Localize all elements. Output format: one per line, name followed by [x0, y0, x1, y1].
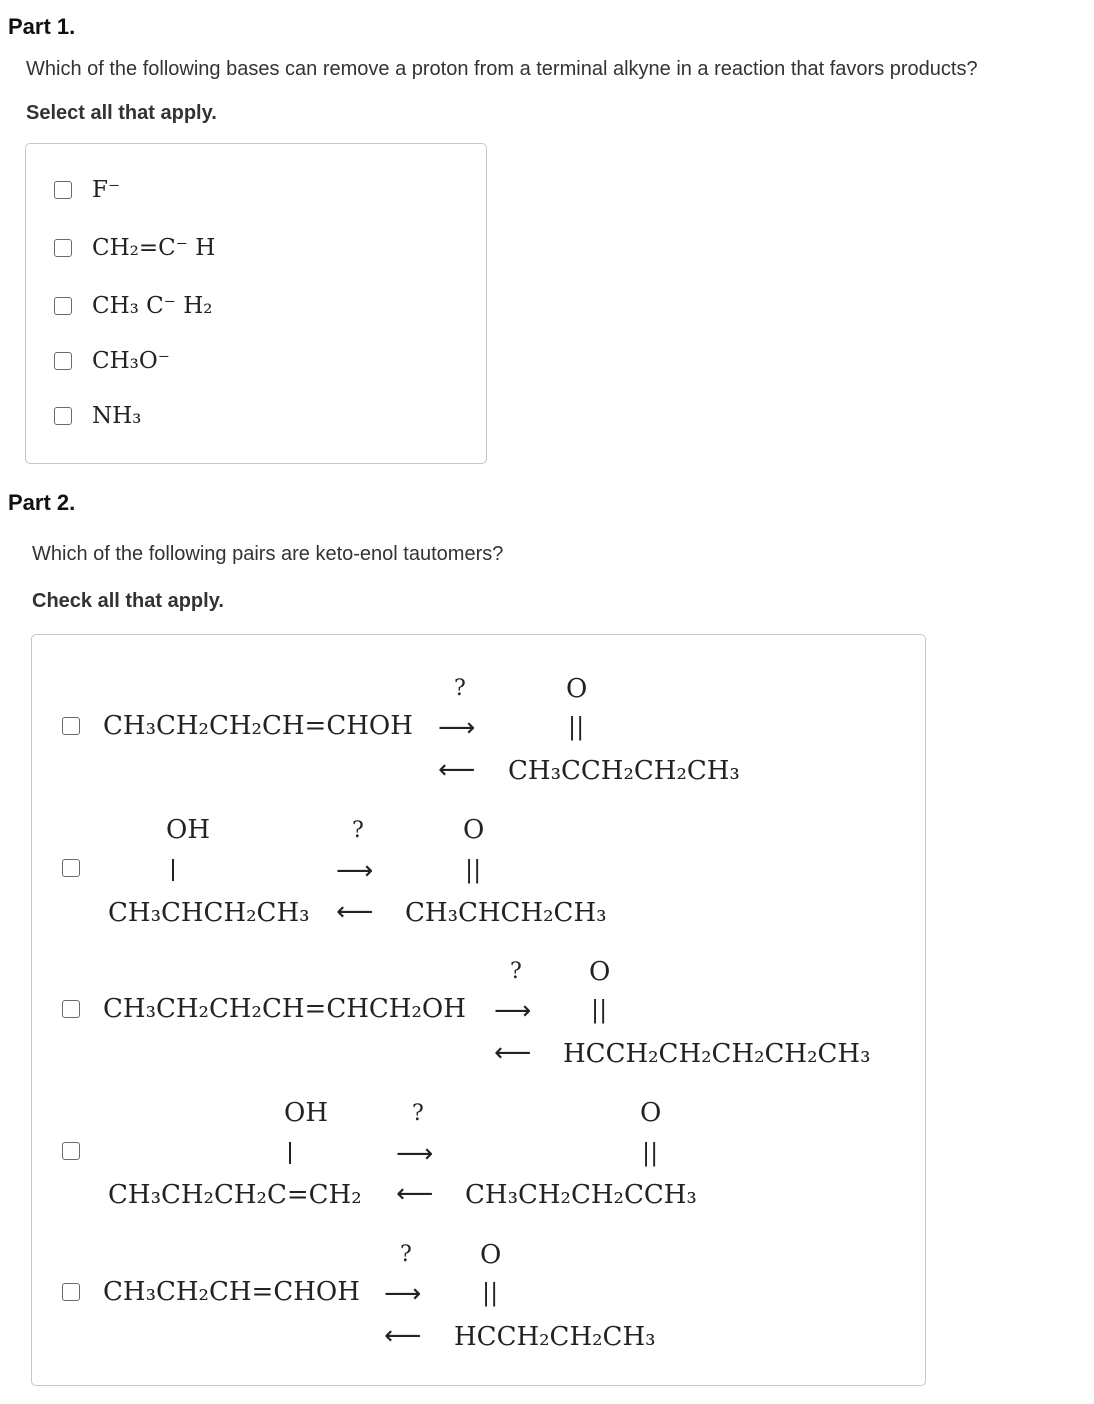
pair2-right-compound: CH₃CHCH₂CH₃: [405, 898, 607, 928]
option-checkbox-methoxide[interactable]: [54, 352, 72, 370]
pair4-checkbox[interactable]: [62, 1142, 80, 1160]
pair2-left-compound: CH₃CHCH₂CH₃: [108, 898, 310, 928]
pair3-carbonyl-oxygen: O: [589, 957, 611, 987]
option-checkbox-ammonia[interactable]: [54, 407, 72, 425]
pair2-forward-arrow: ⟶: [336, 856, 374, 886]
pair4-enol: CH₃CH₂CH₂C=CH₂: [108, 1180, 362, 1210]
pair3-allylic-alcohol: CH₃CH₂CH₂CH=CHCH₂OH: [103, 994, 466, 1024]
option-checkbox-f-minus[interactable]: [54, 181, 72, 199]
part2-instruction: Check all that apply.: [32, 590, 224, 612]
part1-title: Part 1.: [8, 14, 76, 39]
option-checkbox-ethyl-anion[interactable]: [54, 297, 72, 315]
pair1-checkbox[interactable]: [62, 717, 80, 735]
pair5-double-bond: ||: [482, 1279, 499, 1307]
pair4-carbonyl-oxygen: O: [640, 1098, 662, 1128]
pair5-equilibrium-question: ?: [400, 1242, 412, 1267]
option-label-vinyl-anion: CH₂=C⁻ H: [92, 235, 216, 261]
option-checkbox-vinyl-anion[interactable]: [54, 239, 72, 257]
pair2-hydroxyl: OH: [166, 815, 210, 845]
pair1-keto: CH₃CCH₂CH₂CH₃: [508, 756, 740, 786]
pair5-reverse-arrow: ⟵: [384, 1321, 422, 1351]
pair2-double-bond: ||: [465, 856, 482, 884]
pair1-equilibrium-question: ?: [454, 676, 466, 701]
pair4-equilibrium-question: ?: [412, 1101, 424, 1126]
pair2-oh-bond: [172, 859, 174, 881]
pair2-carbonyl-oxygen: O: [463, 815, 485, 845]
pair2-reverse-arrow: ⟵: [336, 897, 374, 927]
part2-question: Which of the following pairs are keto-enol tautomers?: [32, 543, 504, 565]
part1-question: Which of the following bases can remove a proton from a terminal alkyne in a reaction that favors products?: [26, 58, 978, 80]
pair5-carbonyl-oxygen: O: [480, 1240, 502, 1270]
pair3-double-bond: ||: [591, 996, 608, 1024]
pair3-forward-arrow: ⟶: [494, 996, 532, 1026]
option-label-methoxide: CH₃O⁻: [92, 348, 170, 374]
pair4-hydroxyl: OH: [284, 1098, 328, 1128]
pair4-forward-arrow: ⟶: [396, 1139, 434, 1169]
option-label-ammonia: NH₃: [92, 403, 142, 429]
part1-instruction: Select all that apply.: [26, 102, 217, 124]
pair2-equilibrium-question: ?: [352, 818, 364, 843]
pair3-equilibrium-question: ?: [510, 959, 522, 984]
part2-title: Part 2.: [8, 490, 76, 515]
pair4-ketone: CH₃CH₂CH₂CCH₃: [465, 1180, 697, 1210]
pair3-reverse-arrow: ⟵: [494, 1038, 532, 1068]
pair1-carbonyl-oxygen: O: [566, 674, 588, 704]
pair2-checkbox[interactable]: [62, 859, 80, 877]
pair1-forward-arrow: ⟶: [438, 713, 476, 743]
pair1-reverse-arrow: ⟵: [438, 755, 476, 785]
pair4-double-bond: ||: [642, 1139, 659, 1167]
pair5-forward-arrow: ⟶: [384, 1279, 422, 1309]
pair3-aldehyde: HCCH₂CH₂CH₂CH₂CH₃: [563, 1039, 871, 1069]
pair4-reverse-arrow: ⟵: [396, 1179, 434, 1209]
pair5-enol: CH₃CH₂CH=CHOH: [103, 1277, 360, 1307]
pair5-checkbox[interactable]: [62, 1283, 80, 1301]
pair1-enol: CH₃CH₂CH₂CH=CHOH: [103, 711, 413, 741]
pair5-aldehyde: HCCH₂CH₂CH₃: [454, 1322, 656, 1352]
option-label-ethyl-anion: CH₃ C⁻ H₂: [92, 293, 213, 319]
pair3-checkbox[interactable]: [62, 1000, 80, 1018]
option-label-f-minus: F⁻: [92, 177, 121, 203]
pair1-double-bond: ||: [568, 713, 585, 741]
pair4-oh-bond: [289, 1142, 291, 1164]
